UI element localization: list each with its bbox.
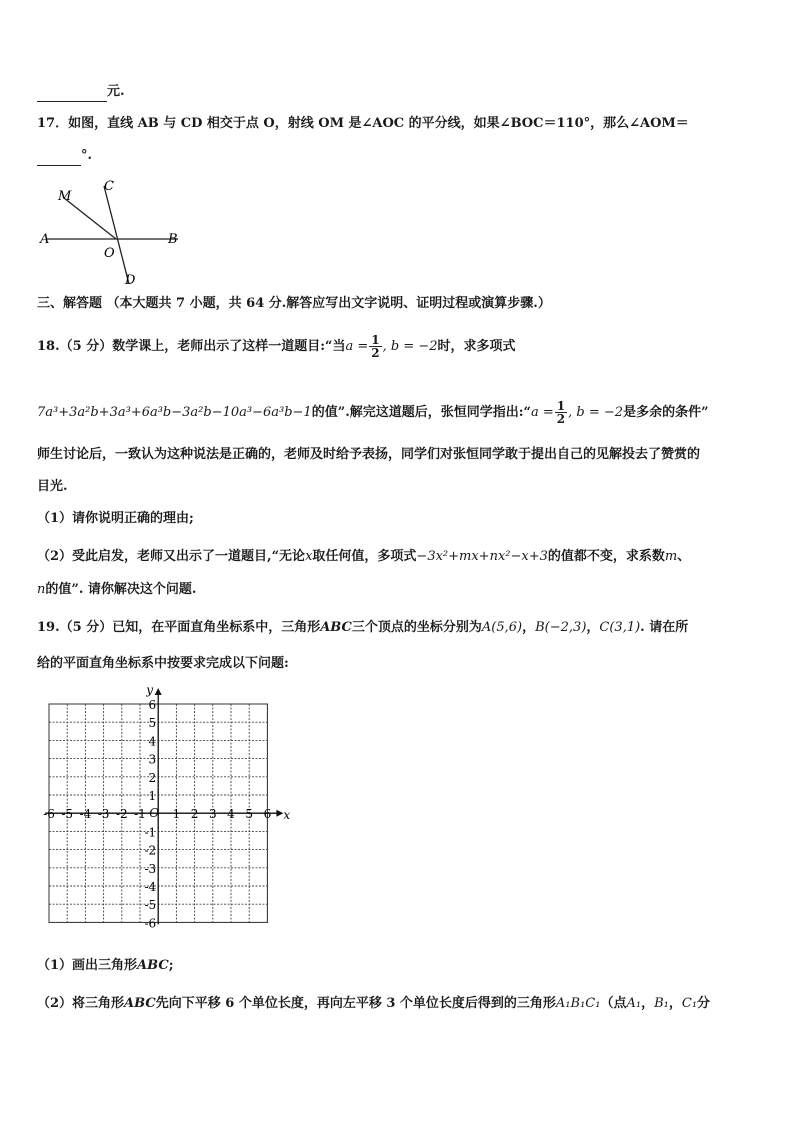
x-tick-label: 5 bbox=[245, 807, 254, 822]
y-tick-label: -4 bbox=[144, 880, 157, 894]
label-a: A bbox=[40, 232, 50, 247]
q17-figure bbox=[36, 176, 186, 291]
y-tick-label: 6 bbox=[148, 698, 157, 712]
q17-tail: °. bbox=[37, 146, 92, 166]
polynomial: 7a³+3a²b+3a³+6a³b−3a²b−10a³−6a³b−1 bbox=[37, 405, 312, 420]
y-tick-label: 5 bbox=[148, 716, 157, 731]
q18-sub2: （2）受此启发，老师又出示了一道题目,“无论x取任何值，多项式−3x²+mx+nx²−x+3的值都不变，求系数m、 bbox=[37, 549, 691, 564]
label-m: M bbox=[58, 189, 72, 204]
section-heading: 三、解答题 （本大题共 7 小题，共 64 分.解答应写出文字说明、证明过程或演算步骤.） bbox=[37, 296, 551, 311]
q18-line1: 18.（5 分）数学课上，老师出示了这样一道题目:“当a = $\frac{1}{2}$ , b = −2时，求多项式 bbox=[37, 333, 516, 360]
x-tick-label: 2 bbox=[190, 807, 199, 822]
label-c: C bbox=[104, 179, 114, 194]
y-tick-label: 2 bbox=[148, 770, 157, 785]
y-axis-label: y bbox=[146, 683, 153, 697]
q16-tail: 元. bbox=[37, 82, 125, 102]
x-axis-arrow-icon bbox=[276, 810, 283, 817]
y-tick-label: 3 bbox=[148, 752, 157, 767]
q18-line2: 7a³+3a²b+3a³+6a³b−3a²b−10a³−6a³b−1的值”.解完这道题后，张恒同学指出:“a = $\frac{1}{2}$ , b = −2是多余的条件” bbox=[37, 399, 709, 426]
y-tick-label: 4 bbox=[148, 734, 157, 749]
x-tick-label: 3 bbox=[208, 807, 217, 822]
x-tick-label: -5 bbox=[61, 807, 74, 822]
y-tick-label: -1 bbox=[144, 825, 157, 840]
y-tick-label: -6 bbox=[144, 916, 157, 931]
q18-sub2-cont: n的值”. 请你解决这个问题. bbox=[37, 582, 197, 597]
x-tick-label: -3 bbox=[97, 807, 110, 822]
label-d: D bbox=[125, 273, 136, 288]
x-tick-label: -6 bbox=[43, 807, 55, 822]
label-o: O bbox=[104, 246, 115, 261]
y-tick-label: -3 bbox=[144, 861, 157, 876]
y-tick-label: -5 bbox=[144, 898, 157, 913]
x-tick-label: 1 bbox=[172, 807, 181, 822]
fraction-half: $\frac{1}{2}$ bbox=[371, 333, 380, 360]
q19-sub1: （1）画出三角形ABC; bbox=[37, 958, 174, 973]
q18-line4: 目光. bbox=[37, 479, 68, 494]
q18-sub1: （1）请你说明正确的理由; bbox=[37, 511, 194, 526]
q19-sub2: （2）将三角形ABC先向下平移 6 个单位长度，再向左平移 3 个单位长度后得到的三角形A₁B₁C₁（点A₁，B₁，C₁分 bbox=[37, 996, 711, 1011]
x-tick-label: 4 bbox=[227, 807, 235, 822]
answer-blank[interactable] bbox=[37, 151, 81, 166]
q17-text: 17．如图，直线 AB 与 CD 相交于点 O，射线 OM 是∠AOC 的平分线，如果∠BOC＝110°，那么∠AOM＝ bbox=[37, 116, 689, 131]
y-tick-label: -2 bbox=[144, 843, 157, 858]
fraction-half: $\frac{1}{2}$ bbox=[556, 399, 566, 426]
label-b: B bbox=[168, 232, 178, 247]
origin-label: O bbox=[149, 806, 160, 821]
y-axis-arrow-icon bbox=[155, 688, 162, 695]
q18-line3: 师生讨论后，一致认为这种说法是正确的，老师及时给予表扬，同学们对张恒同学敢于提出自己的见解投去了赞赏的 bbox=[37, 447, 701, 462]
x-tick-label: -4 bbox=[79, 807, 92, 822]
q19-line1: 19.（5 分）已知，在平面直角坐标系中，三角形ABC三个顶点的坐标分别为A(5,6)，B(−2,3)，C(3,1). 请在所 bbox=[37, 620, 689, 635]
q19-line2: 给的平面直角坐标系中按要求完成以下问题: bbox=[37, 656, 289, 671]
line-cd bbox=[104, 186, 129, 284]
x-tick-label: -1 bbox=[134, 807, 146, 822]
x-tick-label: -2 bbox=[115, 807, 128, 822]
coordinate-grid[interactable] bbox=[36, 682, 296, 938]
x-tick-label: 6 bbox=[263, 807, 272, 822]
answer-blank[interactable] bbox=[37, 87, 107, 102]
x-axis-label: x bbox=[283, 808, 291, 823]
y-tick-label: 1 bbox=[148, 789, 157, 803]
polynomial-2: −3x²+mx+nx²−x+3 bbox=[416, 549, 548, 564]
